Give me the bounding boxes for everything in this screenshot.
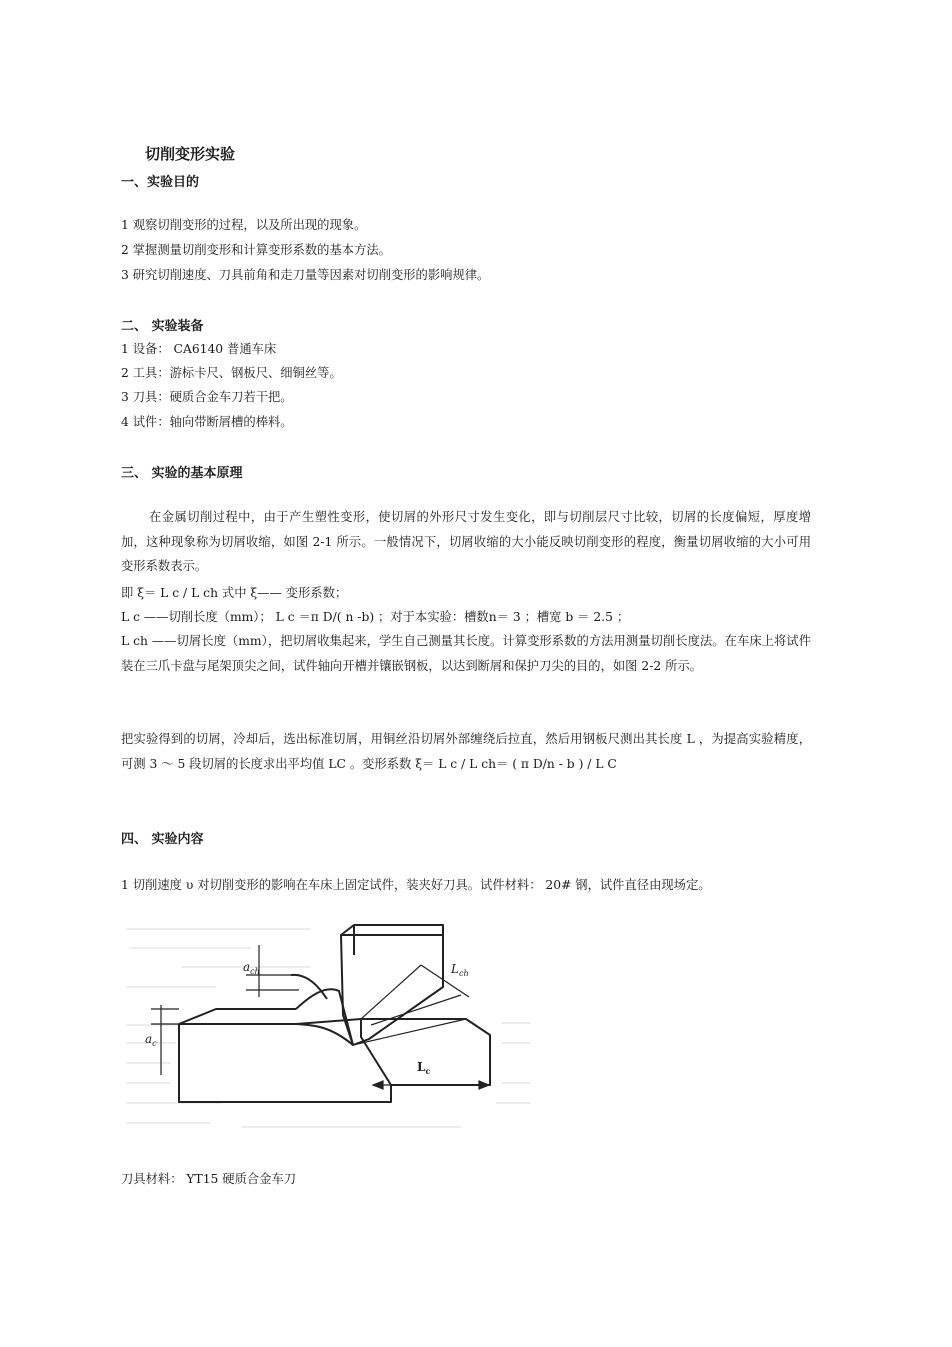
ach-label: $a_{ch}$ (243, 960, 260, 976)
tool-material-line: 刀具材料： YT15 硬质合金车刀 (121, 1172, 297, 1186)
page-title: 切削变形实验 (145, 145, 236, 163)
lch-label: $L_{ch}$ (451, 962, 469, 978)
lc-label: $L_c$ (417, 1060, 431, 1076)
section2-item: 4 试件：轴向带断屑槽的棒料。 (121, 415, 293, 429)
scan-noise (126, 929, 531, 1127)
chip-curl (291, 975, 353, 1045)
lc-definition-line: L c ——切削长度（mm）； L c ＝π D/( n -b) ；对于本实验：槽数n＝ 3 ；槽宽 b ＝ 2.5 ； (121, 610, 630, 624)
section1-heading: 一、实验目的 (121, 175, 200, 190)
section1-item: 3 研究切削速度、刀具前角和走刀量等因素对切削变形的影响规律。 (121, 268, 490, 282)
formula-line: 即 ξ＝ L c / L ch 式中 ξ—— 变形系数； (121, 586, 348, 600)
ac-label: $a_c$ (145, 1032, 157, 1048)
section3-paragraph-2: 把实验得到的切屑，冷却后，选出标准切屑，用铜丝沿切屑外部缠绕后拉直，然后用钢板尺测出其长度 L ，为提高实验精度，可测 3 ～ 5 段切屑的长度求出平均值 LC 。变形系数 ξ＝ L c / L ch＝ ( π D/n - b ) / L C (121, 732, 811, 771)
workpiece-edge (361, 1019, 391, 1085)
shear-lines (353, 965, 466, 1045)
section2-item: 1 设备： CA6140 普通车床 (121, 342, 277, 356)
cutting-tool (341, 925, 443, 1045)
arrow-head (479, 1081, 489, 1089)
section3-paragraph: 在金属切削过程中，由于产生塑性变形，使切屑的外形尺寸发生变化，即与切削层尺寸比较，切屑的长度偏短，厚度增加，这种现象称为切屑收缩，如图 2-1 所示。一般情况下，切屑收缩的大小能反映切削变形的程度，衡量切屑收缩的大小可用变形系数表示。 (121, 510, 811, 573)
section2-item: 2 工具：游标卡尺、钢板尺、细铜丝等。 (121, 366, 342, 380)
section2-item: 3 刀具：硬质合金车刀若干把。 (121, 390, 293, 404)
chip-deformation-figure (121, 915, 533, 1140)
chip-deformation-diagram (121, 915, 533, 1140)
section1-item: 2 掌握测量切削变形和计算变形系数的基本方法。 (121, 243, 391, 257)
section4-heading: 四、 实验内容 (121, 832, 204, 847)
workpiece-layer (179, 1009, 490, 1102)
section2-heading: 二、 实验装备 (121, 319, 204, 334)
section4-item: 1 切削速度 υ 对切削变形的影响在车床上固定试件，装夹好刀具。试件材料： 20# 钢，试件直径由现场定。 (121, 878, 711, 892)
arrow-head (373, 1081, 383, 1089)
section3-heading: 三、 实验的基本原理 (121, 466, 243, 481)
section1-item: 1 观察切削变形的过程，以及所出现的现象。 (121, 218, 367, 232)
lch-definition-paragraph: L ch ——切屑长度（mm），把切屑收集起来，学生自己测量其长度。计算变形系数的方法用测量切削长度法。在车床上将试件装在三爪卡盘与尾架顶尖之间，试件轴向开槽并镶嵌钢板，以达到断屑和保护刀尖的目的，如图 2-2 所示。 (121, 634, 811, 673)
